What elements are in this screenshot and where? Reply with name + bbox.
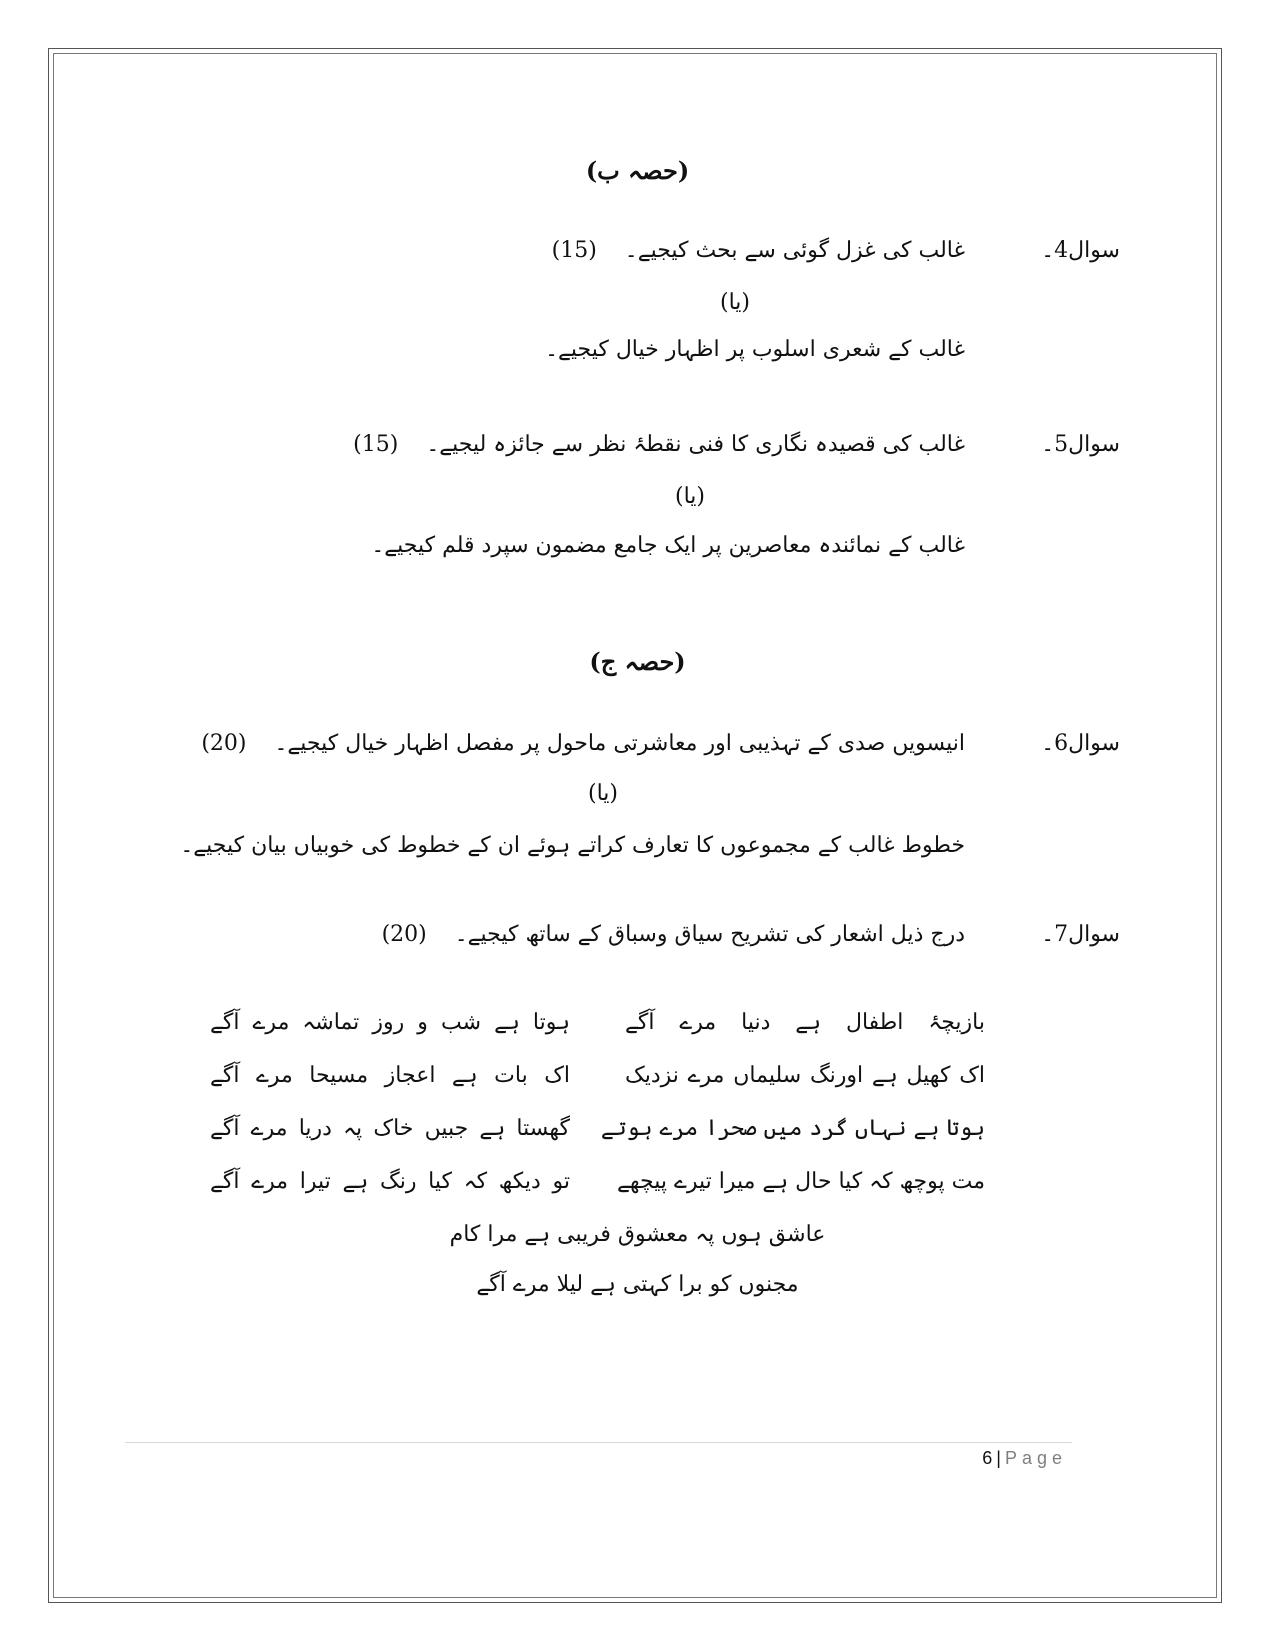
closing-verse-line-1: عاشق ہوں پہ معشوق فریبی ہے مرا کام <box>449 1222 826 1247</box>
verse-2-first-line: اک کھیل ہے اورنگ سلیماں مرے نزدیک <box>625 1063 985 1088</box>
verse-3-first-line: ہوتا ہے نہاں گرد میں صحرا مرے ہوتے <box>600 1116 985 1141</box>
section-c-title: (حصہ ج) <box>589 647 686 676</box>
question-6-alternative: خطوط غالب کے مجموعوں کا تعارف کراتے ہوئے ان کے خطوط کی خوبیاں بیان کیجیے۔ <box>180 833 965 858</box>
section-b-title: (حصہ ب) <box>585 156 690 185</box>
question-5-text: غالب کی قصیدہ نگاری کا فنی نقطۂ نظر سے جائزہ لیجیے۔ <box>426 432 965 457</box>
page-word: Page <box>1004 1448 1067 1468</box>
question-5-alternative: غالب کے نمائندہ معاصرین پر ایک جامع مضمون سپرد قلم کیجیے۔ <box>371 533 965 558</box>
question-7 <box>120 922 1120 947</box>
page-number: 6 <box>982 1448 993 1468</box>
verse-2-second-line: اک بات ہے اعجاز مسیحا مرے آگے <box>210 1063 570 1088</box>
question-6-marks: (20) <box>201 731 247 756</box>
question-4-alternative: غالب کے شعری اسلوب پر اظہار خیال کیجیے۔ <box>545 337 965 362</box>
question-6-label: سوال6۔ <box>1041 731 1120 756</box>
question-6-or: (یا) <box>588 781 618 806</box>
question-5-marks: (15) <box>353 432 399 457</box>
question-7-label: سوال7۔ <box>1041 922 1120 947</box>
question-4-text: غالب کی غزل گوئی سے بحث کیجیے۔ <box>624 238 965 263</box>
footer-divider <box>125 1442 1072 1443</box>
question-5-label: سوال5۔ <box>1041 432 1120 457</box>
question-6 <box>120 731 1120 756</box>
verse-4-first-line: مت پوچھ کہ کیا حال ہے میرا تیرے پیچھے <box>616 1169 985 1194</box>
question-7-marks: (20) <box>381 922 427 947</box>
closing-verse-line-2: مجنوں کو برا کہتی ہے لیلا مرے آگے <box>476 1272 799 1297</box>
question-6-text: انیسویں صدی کے تہذیبی اور معاشرتی ماحول پر مفصل اظہار خیال کیجیے۔ <box>274 731 965 756</box>
verse-1-second-line: ہوتا ہے شب و روز تماشہ مرے آگے <box>210 1010 570 1035</box>
question-5-or: (یا) <box>675 484 705 509</box>
question-5 <box>120 432 1120 457</box>
question-4-or: (یا) <box>720 290 750 315</box>
question-4-label: سوال4۔ <box>1041 238 1120 263</box>
question-7-text: درج ذیل اشعار کی تشریح سیاق وسباق کے ساتھ کیجیے۔ <box>454 922 965 947</box>
page-footer <box>982 1448 1067 1469</box>
verse-3-second-line: گھستا ہے جبیں خاک پہ دریا مرے آگے <box>210 1116 570 1141</box>
question-4 <box>120 238 1120 263</box>
question-4-marks: (15) <box>551 238 597 263</box>
verse-4-second-line: تو دیکھ کہ کیا رنگ ہے تیرا مرے آگے <box>210 1169 570 1194</box>
footer-separator: | <box>996 1448 1001 1468</box>
verse-1-first-line: بازیچۂ اطفال ہے دنیا مرے آگے <box>625 1010 985 1035</box>
